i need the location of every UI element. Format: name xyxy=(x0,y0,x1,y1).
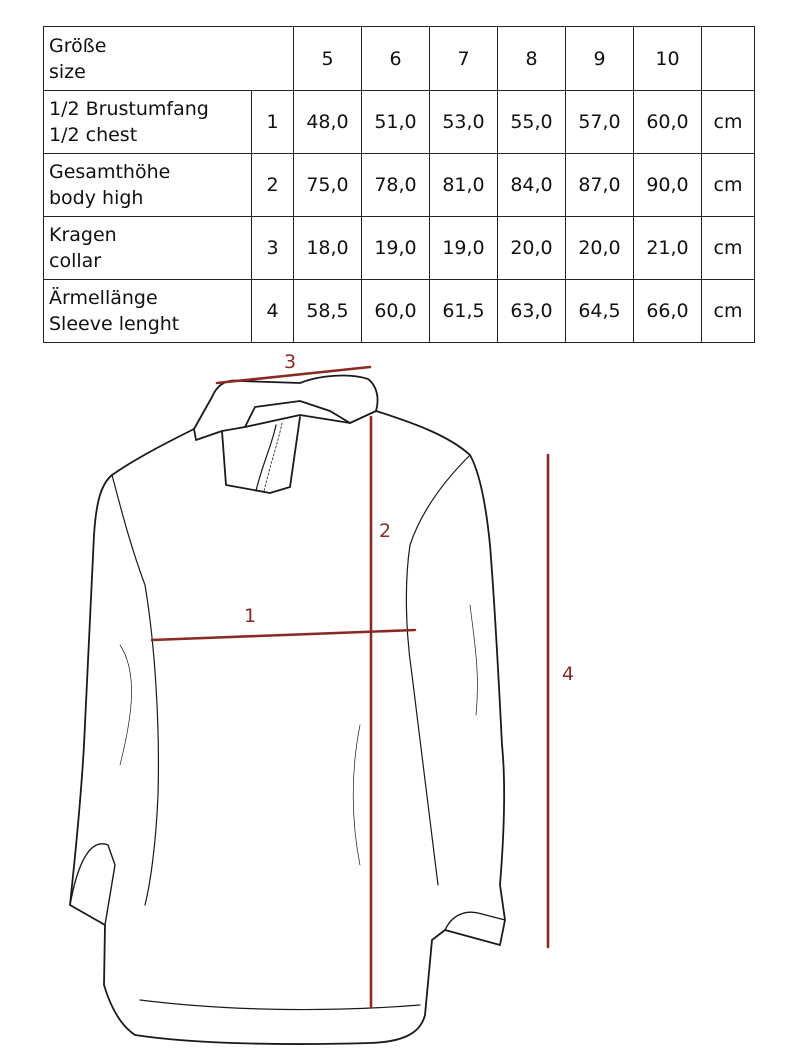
shirt-illustration xyxy=(0,345,787,1049)
row-label-de: Gesamthöhe xyxy=(49,161,171,183)
fold-line xyxy=(470,605,477,715)
unit-cell: cm xyxy=(702,217,755,280)
table-cell: 75,0 xyxy=(294,154,362,217)
table-cell: 90,0 xyxy=(634,154,702,217)
hem xyxy=(140,1000,420,1010)
left-sleeve-seam xyxy=(112,475,158,905)
marker-label-2: 2 xyxy=(379,520,392,542)
table-cell: 66,0 xyxy=(634,280,702,343)
table-cell: 58,5 xyxy=(294,280,362,343)
size-label-en: size xyxy=(49,60,86,83)
size-9: 9 xyxy=(566,27,634,91)
marker-label-3: 3 xyxy=(284,351,297,373)
table-cell: 55,0 xyxy=(498,91,566,154)
row-label-de: 1/2 Brustumfang xyxy=(49,98,209,120)
marker-label-1: 1 xyxy=(244,605,257,627)
unit-cell: cm xyxy=(702,91,755,154)
marker-label-4: 4 xyxy=(562,663,575,685)
row-label-en: 1/2 chest xyxy=(49,124,138,146)
table-cell: 53,0 xyxy=(430,91,498,154)
row-number: 1 xyxy=(252,91,294,154)
measurement-lines xyxy=(152,367,548,1007)
row-number: 4 xyxy=(252,280,294,343)
table-cell: 87,0 xyxy=(566,154,634,217)
table-cell: 20,0 xyxy=(498,217,566,280)
row-label-en: Sleeve lenght xyxy=(49,313,180,335)
row-number: 2 xyxy=(252,154,294,217)
table-row-collar xyxy=(44,217,755,280)
header-unit-cell xyxy=(702,27,755,91)
row-label xyxy=(44,154,252,217)
unit-cell: cm xyxy=(702,280,755,343)
table-cell: 51,0 xyxy=(362,91,430,154)
table-cell: 19,0 xyxy=(430,217,498,280)
shirt-diagram xyxy=(0,345,787,1049)
row-label xyxy=(44,280,252,343)
row-number: 3 xyxy=(252,217,294,280)
measure-line-chest xyxy=(152,630,415,640)
table-cell: 84,0 xyxy=(498,154,566,217)
table-cell: 60,0 xyxy=(362,280,430,343)
size-6: 6 xyxy=(362,27,430,91)
table-row-sleeve xyxy=(44,280,755,343)
size-7: 7 xyxy=(430,27,498,91)
row-label-de: Kragen xyxy=(49,224,117,246)
row-label-en: collar xyxy=(49,250,102,272)
row-label xyxy=(44,91,252,154)
table-cell: 20,0 xyxy=(566,217,634,280)
fold-line xyxy=(120,645,132,765)
table-cell: 18,0 xyxy=(294,217,362,280)
table-cell: 78,0 xyxy=(362,154,430,217)
table-row-body-height xyxy=(44,154,755,217)
table-cell: 21,0 xyxy=(634,217,702,280)
table-cell: 61,5 xyxy=(430,280,498,343)
table-cell: 81,0 xyxy=(430,154,498,217)
size-10: 10 xyxy=(634,27,702,91)
table-header-row xyxy=(44,27,755,91)
right-sleeve-seam xyxy=(406,455,470,885)
row-label-en: body high xyxy=(49,187,144,209)
size-table xyxy=(43,26,755,343)
table-cell: 63,0 xyxy=(498,280,566,343)
left-cuff xyxy=(70,844,115,925)
size-8: 8 xyxy=(498,27,566,91)
right-cuff xyxy=(445,912,505,930)
table-cell: 64,5 xyxy=(566,280,634,343)
table-cell: 48,0 xyxy=(294,91,362,154)
row-label-de: Ärmellänge xyxy=(49,287,158,309)
shirt-body-outline xyxy=(70,411,505,1044)
table-cell: 57,0 xyxy=(566,91,634,154)
table-cell: 19,0 xyxy=(362,217,430,280)
table-row-chest xyxy=(44,91,755,154)
size-header-label xyxy=(44,27,294,91)
fold-line xyxy=(353,725,360,865)
size-label-de: Größe xyxy=(49,34,107,57)
row-label xyxy=(44,217,252,280)
table-cell: 60,0 xyxy=(634,91,702,154)
size-5: 5 xyxy=(294,27,362,91)
unit-cell: cm xyxy=(702,154,755,217)
